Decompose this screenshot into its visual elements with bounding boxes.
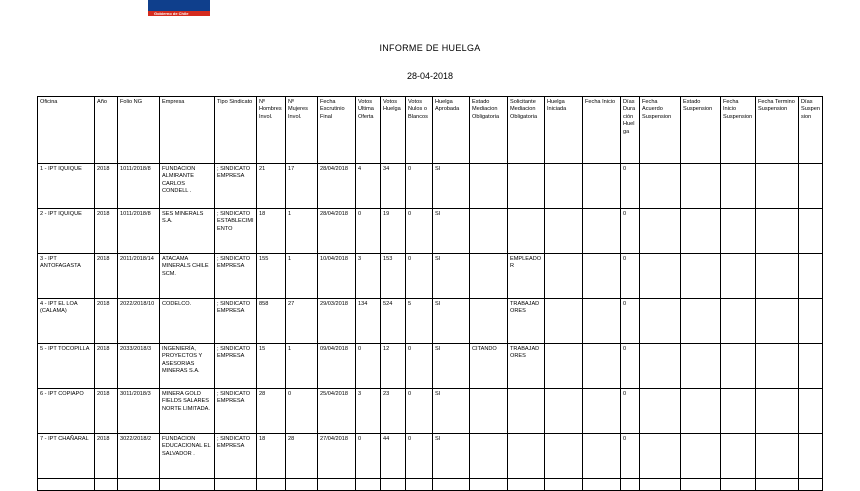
table-cell [470,479,508,491]
table-cell: 0 [286,389,318,434]
table-cell: 3 [356,254,381,299]
table-cell [799,479,823,491]
table-cell [38,479,95,491]
table-cell [583,389,621,434]
table-cell [799,434,823,479]
table-cell [681,434,721,479]
table-cell [681,209,721,254]
table-cell [470,389,508,434]
table-cell: ; SINDICATO EMPRESA [215,254,257,299]
table-cell: 2018 [95,389,118,434]
government-logo [148,0,210,16]
table-row-partial [38,479,823,491]
table-cell [640,344,681,389]
table-cell [799,389,823,434]
table-cell [470,254,508,299]
table-cell: 0 [406,389,433,434]
table-cell [681,164,721,209]
table-cell: 0 [356,434,381,479]
table-cell: ; SINDICATO EMPRESA [215,164,257,209]
table-cell [508,209,545,254]
table-cell [799,254,823,299]
table-cell: SI [433,209,470,254]
table-cell: 27/04/2018 [318,434,356,479]
table-cell: 524 [381,299,406,344]
table-cell: 5 - IPT TOCOPILLA [38,344,95,389]
table-cell [640,299,681,344]
table-cell [583,479,621,491]
table-cell: 18 [257,209,286,254]
table-cell: 0 [356,344,381,389]
table-cell: 134 [356,299,381,344]
table-cell: CITANDO [470,344,508,389]
table-cell: SI [433,164,470,209]
table-cell [470,164,508,209]
table-cell: 2018 [95,209,118,254]
column-header: Fecha Inicio Suspension [721,97,756,164]
table-cell [508,164,545,209]
table-row [38,299,823,344]
table-cell: FUNDACION EDUCACIONAL EL SALVADOR . [160,434,215,479]
table-cell: 28/04/2018 [318,209,356,254]
table-cell [721,389,756,434]
table-cell: 18 [257,434,286,479]
table-cell: SI [433,434,470,479]
report-title: INFORME DE HUELGA [379,43,481,53]
table-cell: 1 [286,209,318,254]
report-date: 28-04-2018 [406,71,454,81]
table-cell [508,479,545,491]
table-cell [545,299,583,344]
table-cell: 2018 [95,344,118,389]
table-cell [721,299,756,344]
table-cell [640,479,681,491]
table-cell [721,344,756,389]
table-cell [681,389,721,434]
table-cell [756,209,799,254]
table-cell: 3 [356,389,381,434]
column-header: Oficina [38,97,95,164]
table-cell [545,344,583,389]
table-cell: CODELCO. [160,299,215,344]
table-cell: 19 [381,209,406,254]
table-cell [160,479,215,491]
table-header-row [38,97,823,164]
table-cell: 27 [286,299,318,344]
table-cell [681,254,721,299]
column-header: Solicitante Mediacion Obligatoria [508,97,545,164]
table-cell [286,479,318,491]
table-cell: ; SINDICATO ESTABLECIMIENTO [215,209,257,254]
table-cell [799,344,823,389]
table-cell: 17 [286,164,318,209]
table-cell [721,164,756,209]
table-cell: SI [433,389,470,434]
table-cell: 21 [257,164,286,209]
table-cell: 44 [381,434,406,479]
column-header: Tipo Sindicato [215,97,257,164]
table-cell [721,479,756,491]
table-cell: 2018 [95,164,118,209]
table-cell: 2 - IPT IQUIQUE [38,209,95,254]
table-cell: 7 - IPT CHAÑARAL [38,434,95,479]
table-cell [756,389,799,434]
table-cell: 1011/2018/8 [118,164,160,209]
column-header: Estado Suspension [681,97,721,164]
column-header: Días Suspension [799,97,823,164]
table-cell [756,299,799,344]
table-cell: 2018 [95,434,118,479]
column-header: Días Duración Huelga [621,97,640,164]
table-cell: 153 [381,254,406,299]
table-cell: 0 [621,299,640,344]
table-row [38,344,823,389]
table-cell: 0 [406,434,433,479]
table-cell [583,209,621,254]
table-cell: TRABAJADORES [508,299,545,344]
table-cell: ; SINDICATO EMPRESA [215,299,257,344]
table-cell: INGENIERÍA, PROYECTOS Y ASESORIAS MINERAS S.A. [160,344,215,389]
table-cell: 0 [621,344,640,389]
table-cell [545,434,583,479]
table-row [38,164,823,209]
table-row [38,209,823,254]
table-cell [508,434,545,479]
table-cell [470,299,508,344]
column-header: Fecha Inicio [583,97,621,164]
table-cell [257,479,286,491]
table-cell: 0 [406,254,433,299]
table-cell: EMPLEADOR [508,254,545,299]
table-cell: 12 [381,344,406,389]
table-cell [640,254,681,299]
table-cell: 2018 [95,254,118,299]
table-cell: 0 [621,209,640,254]
table-cell: 1 - IPT IQUIQUE [38,164,95,209]
table-cell [318,479,356,491]
column-header: Votos Nulos o Blancos [406,97,433,164]
table-cell [756,434,799,479]
table-cell [95,479,118,491]
table-cell [799,209,823,254]
table-cell: 0 [406,209,433,254]
table-cell: 28 [286,434,318,479]
strike-report-table [37,96,823,491]
logo-blue-band [148,0,210,11]
table-cell [721,254,756,299]
table-cell: 1 [286,254,318,299]
table-cell [799,299,823,344]
logo-label: Gobierno de Chile [148,11,210,16]
table-cell: 3011/2018/3 [118,389,160,434]
table-cell [545,254,583,299]
table-cell: 09/04/2018 [318,344,356,389]
table-cell: 0 [406,344,433,389]
table-row [38,389,823,434]
table-cell [799,164,823,209]
table-cell: 25/04/2018 [318,389,356,434]
table-cell [681,299,721,344]
table-cell: 2033/2018/3 [118,344,160,389]
table-cell [756,164,799,209]
table-cell [508,389,545,434]
table-cell [583,299,621,344]
table-cell: 2022/2018/10 [118,299,160,344]
table-row [38,254,823,299]
table-cell [640,389,681,434]
table-cell [215,479,257,491]
column-header: Fecha Acuerdo Suspension [640,97,681,164]
table-cell [545,164,583,209]
column-header: Folio NG [118,97,160,164]
table-cell [640,164,681,209]
table-cell [756,479,799,491]
table-cell: 858 [257,299,286,344]
table-cell: ATACAMA MINERALS CHILE SCM. [160,254,215,299]
table-cell: 6 - IPT COPIAPO [38,389,95,434]
column-header: Nº Mujeres Invol. [286,97,318,164]
table-cell: SI [433,344,470,389]
table-cell: 0 [621,254,640,299]
table-cell: 0 [406,164,433,209]
table-cell [756,254,799,299]
table-cell [406,479,433,491]
table-cell: 155 [257,254,286,299]
table-cell: 29/03/2018 [318,299,356,344]
table-cell [681,344,721,389]
table-cell [545,389,583,434]
table-cell: 1 [286,344,318,389]
table-cell: 0 [621,434,640,479]
table-cell: 5 [406,299,433,344]
column-header: Votos Huelga [381,97,406,164]
table-cell: 2011/2018/14 [118,254,160,299]
table-cell [621,479,640,491]
table-cell: FUNDACION ALMIRANTE CARLOS CONDELL . [160,164,215,209]
table-cell: 4 - IPT EL LOA (CALAMA) [38,299,95,344]
table-cell [756,344,799,389]
table-row [38,434,823,479]
table-cell [721,434,756,479]
table-cell: SI [433,299,470,344]
table-cell: 3 - IPT ANTOFAGASTA [38,254,95,299]
table-cell [583,344,621,389]
table-cell [583,434,621,479]
column-header: Nº Hombres Invol. [257,97,286,164]
table-cell: 0 [621,164,640,209]
column-header: Fecha Termino Suspension [756,97,799,164]
column-header: Votos Ultima Oferta [356,97,381,164]
table-cell [681,479,721,491]
column-header: Huelga Iniciada [545,97,583,164]
column-header: Empresa [160,97,215,164]
table-cell: 28/04/2018 [318,164,356,209]
table-cell [470,434,508,479]
table-cell [381,479,406,491]
table-cell: 34 [381,164,406,209]
table-cell [583,254,621,299]
column-header: Año [95,97,118,164]
column-header: Fecha Escrutinio Final [318,97,356,164]
table-cell: 2018 [95,299,118,344]
table-cell: SI [433,254,470,299]
column-header: Estado Mediacion Obligatoria [470,97,508,164]
table-cell [545,209,583,254]
table-cell: 4 [356,164,381,209]
table-cell: SES MINERALS S.A. [160,209,215,254]
table-cell: MINERA GOLD FIELDS SALARES NORTE LIMITADA. [160,389,215,434]
table-cell: ; SINDICATO EMPRESA [215,389,257,434]
table-cell: 28 [257,389,286,434]
table-cell [470,209,508,254]
table-cell [356,479,381,491]
table-cell: 10/04/2018 [318,254,356,299]
table-cell [545,479,583,491]
table-cell: 0 [356,209,381,254]
table-cell: 23 [381,389,406,434]
column-header: Huelga Aprobada [433,97,470,164]
table-cell [721,209,756,254]
table-cell: ; SINDICATO EMPRESA [215,434,257,479]
table-cell [640,209,681,254]
table-cell [640,434,681,479]
table-cell: ; SINDICATO EMPRESA [215,344,257,389]
table-cell [583,164,621,209]
table-cell [118,479,160,491]
table-cell: 15 [257,344,286,389]
table-cell: 1011/2018/8 [118,209,160,254]
table-cell: 0 [621,389,640,434]
table-cell: TRABAJADORES [508,344,545,389]
table-cell [433,479,470,491]
table-cell: 3022/2018/2 [118,434,160,479]
